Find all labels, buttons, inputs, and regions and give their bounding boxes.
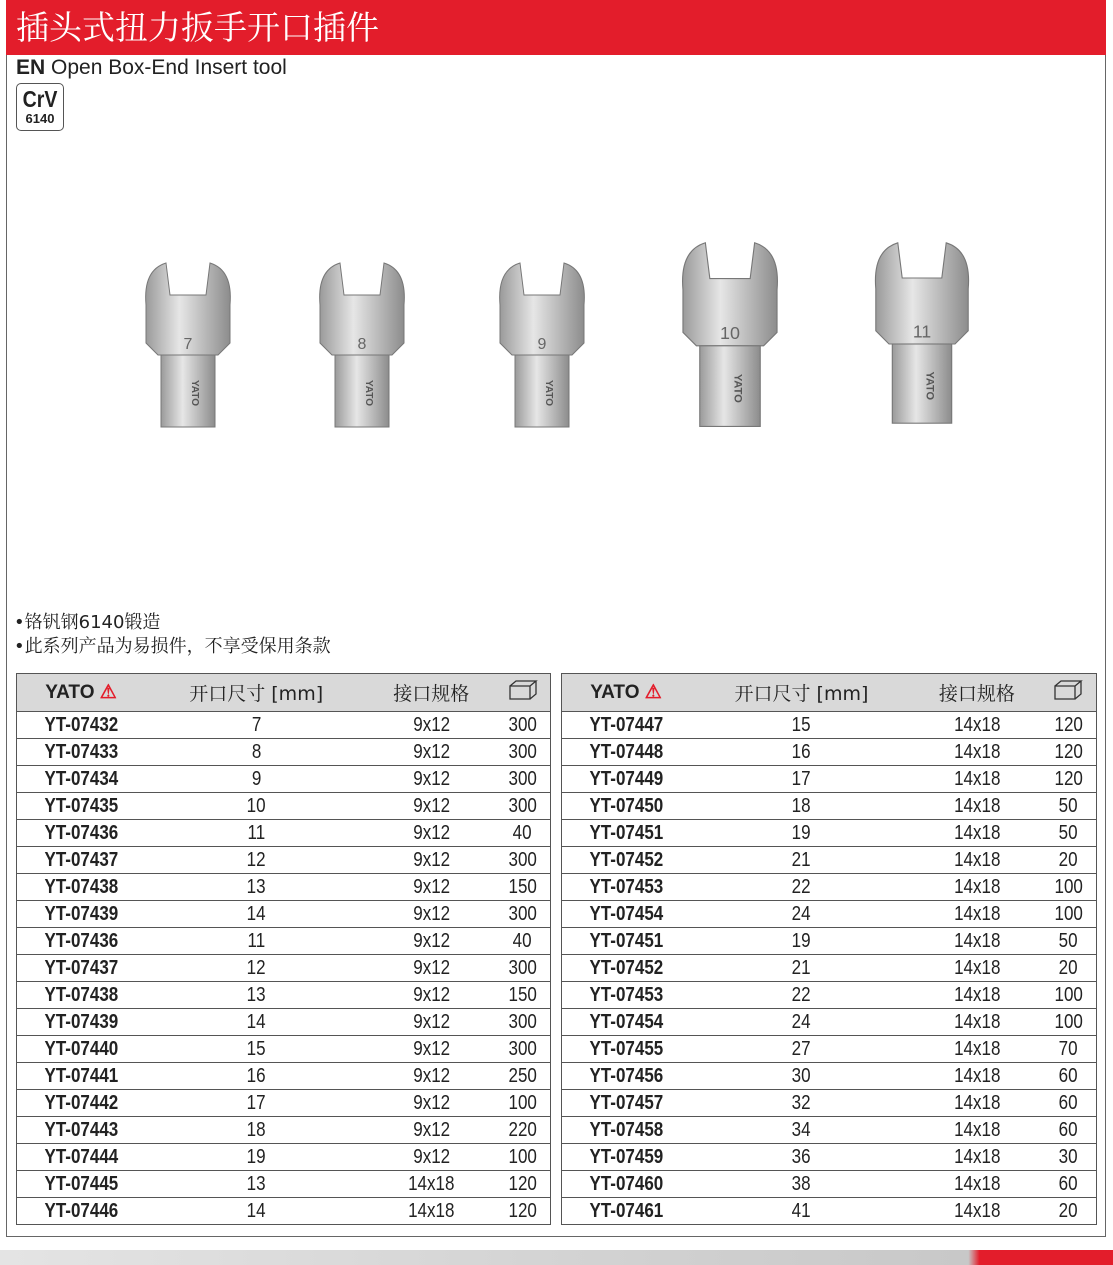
opening-size: 13: [145, 874, 367, 901]
size-header: 开口尺寸 [mm]: [690, 674, 913, 712]
table-row: [562, 1009, 1097, 1036]
tool-size-label: 8: [357, 336, 367, 353]
package-qty: 100: [1041, 1009, 1097, 1036]
product-code: YT-07453: [562, 982, 691, 1009]
product-code: YT-07455: [562, 1036, 691, 1063]
table-row: [562, 928, 1097, 955]
table-row: [562, 820, 1097, 847]
product-code: YT-07452: [562, 847, 691, 874]
package-qty: 60: [1041, 1063, 1097, 1090]
interface-spec: 14x18: [913, 1036, 1041, 1063]
product-code: YT-07460: [562, 1171, 691, 1198]
product-code: YT-07435: [17, 793, 146, 820]
brand-header: YATO ⚠: [17, 674, 146, 712]
yato-logo-icon: ⚠: [644, 682, 662, 703]
opening-size: 11: [145, 820, 367, 847]
table-row: [562, 766, 1097, 793]
tool-size-label: 11: [912, 321, 932, 342]
opening-size: 16: [690, 739, 913, 766]
interface-spec: 14x18: [913, 847, 1041, 874]
interface-spec: 9x12: [367, 1090, 495, 1117]
opening-size: 14: [145, 1198, 367, 1225]
product-code: YT-07451: [562, 928, 691, 955]
table-row: [17, 1144, 551, 1171]
interface-spec: 14x18: [913, 1171, 1041, 1198]
package-qty: 150: [495, 874, 550, 901]
interface-spec: 14x18: [913, 1117, 1041, 1144]
interface-spec: 9x12: [367, 1036, 495, 1063]
product-code: YT-07446: [17, 1198, 146, 1225]
package-qty: 300: [495, 847, 550, 874]
box-icon: [495, 674, 550, 712]
package-qty: 20: [1041, 847, 1097, 874]
wrench-insert: [146, 263, 231, 427]
product-code: YT-07442: [17, 1090, 146, 1117]
lang-code: EN: [16, 56, 46, 79]
product-code: YT-07439: [17, 1009, 146, 1036]
package-qty: 100: [495, 1144, 550, 1171]
opening-size: 16: [145, 1063, 367, 1090]
product-code: YT-07432: [17, 712, 146, 739]
table-row: [562, 712, 1097, 739]
interface-header: 接口规格: [913, 674, 1041, 712]
product-code: YT-07437: [17, 955, 146, 982]
table-row: [17, 1117, 551, 1144]
wrench-insert: [320, 263, 405, 427]
interface-spec: 9x12: [367, 901, 495, 928]
table-row: [562, 1090, 1097, 1117]
package-qty: 150: [495, 982, 550, 1009]
package-qty: 100: [1041, 901, 1097, 928]
opening-size: 21: [690, 955, 913, 982]
table-row: [17, 928, 551, 955]
product-code: YT-07454: [562, 1009, 691, 1036]
table-row: [17, 739, 551, 766]
table-row: [17, 712, 551, 739]
package-qty: 300: [495, 793, 550, 820]
table-row: [562, 847, 1097, 874]
grade-label: 6140: [25, 111, 55, 126]
opening-size: 11: [145, 928, 367, 955]
opening-size: 36: [690, 1144, 913, 1171]
product-code: YT-07456: [562, 1063, 691, 1090]
table-row: [17, 1009, 551, 1036]
table-row: [17, 874, 551, 901]
product-image: [130, 240, 1000, 440]
opening-size: 10: [145, 793, 367, 820]
opening-size: 19: [690, 820, 913, 847]
wrench-insert: [683, 243, 778, 427]
opening-size: 18: [690, 793, 913, 820]
product-code: YT-07439: [17, 901, 146, 928]
product-code: YT-07459: [562, 1144, 691, 1171]
size-header: 开口尺寸 [mm]: [145, 674, 367, 712]
table-row: [562, 874, 1097, 901]
table-row: [562, 982, 1097, 1009]
tool-brand-label: YATO: [189, 380, 200, 406]
interface-spec: 14x18: [913, 1198, 1041, 1225]
interface-spec: 14x18: [913, 1009, 1041, 1036]
interface-spec: 14x18: [913, 1063, 1041, 1090]
opening-size: 12: [145, 955, 367, 982]
interface-spec: 9x12: [367, 928, 495, 955]
box-icon: [1041, 674, 1097, 712]
interface-spec: 9x12: [367, 712, 495, 739]
table-row: [562, 1171, 1097, 1198]
tool-size-label: 10: [720, 323, 740, 344]
product-code: YT-07457: [562, 1090, 691, 1117]
interface-spec: 14x18: [367, 1198, 495, 1225]
opening-size: 13: [145, 982, 367, 1009]
product-code: YT-07447: [562, 712, 691, 739]
interface-spec: 14x18: [913, 1090, 1041, 1117]
note-item: •此系列产品为易损件，不享受保用条款: [14, 636, 331, 657]
opening-size: 19: [690, 928, 913, 955]
table-row: [17, 820, 551, 847]
opening-size: 15: [690, 712, 913, 739]
product-code: YT-07443: [17, 1117, 146, 1144]
footer-banner: [0, 1250, 1113, 1265]
opening-size: 14: [145, 901, 367, 928]
notes: [14, 611, 331, 659]
table-header-row: [17, 674, 551, 712]
opening-size: 7: [145, 712, 367, 739]
opening-size: 34: [690, 1117, 913, 1144]
page-title: 插头式扭力扳手开口插件: [6, 0, 1106, 55]
interface-spec: 14x18: [913, 901, 1041, 928]
interface-spec: 14x18: [913, 1144, 1041, 1171]
package-qty: 30: [1041, 1144, 1097, 1171]
opening-size: 12: [145, 847, 367, 874]
table-row: [562, 901, 1097, 928]
product-code: YT-07448: [562, 739, 691, 766]
interface-spec: 14x18: [367, 1171, 495, 1198]
table-row: [562, 1036, 1097, 1063]
interface-spec: 9x12: [367, 820, 495, 847]
opening-size: 9: [145, 766, 367, 793]
product-code: YT-07450: [562, 793, 691, 820]
package-qty: 70: [1041, 1036, 1097, 1063]
package-qty: 40: [495, 928, 550, 955]
opening-size: 18: [145, 1117, 367, 1144]
interface-spec: 9x12: [367, 766, 495, 793]
brand-header: YATO ⚠: [562, 674, 691, 712]
package-qty: 300: [495, 1009, 550, 1036]
package-qty: 120: [1041, 712, 1097, 739]
package-qty: 60: [1041, 1117, 1097, 1144]
package-qty: 100: [495, 1090, 550, 1117]
interface-spec: 9x12: [367, 1063, 495, 1090]
tool-brand-label: YATO: [543, 380, 554, 406]
material-badge: [16, 83, 64, 131]
table-row: [17, 1090, 551, 1117]
tool-size-label: 9: [537, 336, 547, 353]
product-code: YT-07438: [17, 874, 146, 901]
table-row: [562, 793, 1097, 820]
table-row: [562, 739, 1097, 766]
package-qty: 60: [1041, 1171, 1097, 1198]
tool-brand-label: YATO: [731, 373, 744, 403]
package-qty: 300: [495, 955, 550, 982]
interface-header: 接口规格: [367, 674, 495, 712]
material-label: CrV: [22, 86, 58, 112]
opening-size: 22: [690, 874, 913, 901]
product-code: YT-07440: [17, 1036, 146, 1063]
package-qty: 100: [1041, 874, 1097, 901]
table-row: [17, 766, 551, 793]
package-qty: 300: [495, 766, 550, 793]
package-qty: 300: [495, 901, 550, 928]
opening-size: 15: [145, 1036, 367, 1063]
product-code: YT-07452: [562, 955, 691, 982]
package-qty: 50: [1041, 820, 1097, 847]
table-row: [17, 955, 551, 982]
table-row: [562, 1198, 1097, 1225]
english-subtitle: [16, 56, 287, 80]
table-row: [17, 1198, 551, 1225]
product-code: YT-07434: [17, 766, 146, 793]
product-code: YT-07454: [562, 901, 691, 928]
interface-spec: 9x12: [367, 1117, 495, 1144]
opening-size: 27: [690, 1036, 913, 1063]
package-qty: 20: [1041, 955, 1097, 982]
interface-spec: 9x12: [367, 874, 495, 901]
opening-size: 22: [690, 982, 913, 1009]
interface-spec: 9x12: [367, 982, 495, 1009]
interface-spec: 9x12: [367, 955, 495, 982]
product-code: YT-07444: [17, 1144, 146, 1171]
product-code: YT-07458: [562, 1117, 691, 1144]
table-row: [562, 1063, 1097, 1090]
table-row: [17, 793, 551, 820]
package-qty: 50: [1041, 928, 1097, 955]
product-code: YT-07436: [17, 928, 146, 955]
package-qty: 300: [495, 739, 550, 766]
tool-brand-label: YATO: [923, 371, 936, 401]
interface-spec: 9x12: [367, 793, 495, 820]
interface-spec: 14x18: [913, 793, 1041, 820]
package-qty: 120: [495, 1171, 550, 1198]
table-row: [17, 1171, 551, 1198]
product-code: YT-07436: [17, 820, 146, 847]
table-row: [17, 901, 551, 928]
opening-size: 30: [690, 1063, 913, 1090]
spec-table-right: [561, 673, 1097, 1225]
product-code: YT-07437: [17, 847, 146, 874]
note-item: •铬钒钢6140锻造: [14, 612, 161, 633]
package-qty: 60: [1041, 1090, 1097, 1117]
opening-size: 19: [145, 1144, 367, 1171]
opening-size: 8: [145, 739, 367, 766]
opening-size: 14: [145, 1009, 367, 1036]
interface-spec: 14x18: [913, 982, 1041, 1009]
table-row: [562, 1144, 1097, 1171]
product-code: YT-07438: [17, 982, 146, 1009]
opening-size: 24: [690, 1009, 913, 1036]
interface-spec: 14x18: [913, 928, 1041, 955]
product-code: YT-07445: [17, 1171, 146, 1198]
interface-spec: 14x18: [913, 712, 1041, 739]
package-qty: 120: [495, 1198, 550, 1225]
product-code: YT-07433: [17, 739, 146, 766]
opening-size: 21: [690, 847, 913, 874]
opening-size: 17: [690, 766, 913, 793]
interface-spec: 14x18: [913, 874, 1041, 901]
table-row: [562, 955, 1097, 982]
package-qty: 20: [1041, 1198, 1097, 1225]
interface-spec: 14x18: [913, 820, 1041, 847]
table-header-row: [562, 674, 1097, 712]
opening-size: 32: [690, 1090, 913, 1117]
table-row: [17, 1036, 551, 1063]
package-qty: 300: [495, 712, 550, 739]
opening-size: 24: [690, 901, 913, 928]
opening-size: 13: [145, 1171, 367, 1198]
product-code: YT-07461: [562, 1198, 691, 1225]
interface-spec: 14x18: [913, 955, 1041, 982]
package-qty: 40: [495, 820, 550, 847]
table-row: [17, 1063, 551, 1090]
interface-spec: 9x12: [367, 739, 495, 766]
opening-size: 38: [690, 1171, 913, 1198]
interface-spec: 14x18: [913, 766, 1041, 793]
yato-logo-icon: ⚠: [99, 682, 117, 703]
tool-brand-label: YATO: [363, 380, 374, 406]
package-qty: 50: [1041, 793, 1097, 820]
spec-table-left: [16, 673, 551, 1225]
opening-size: 41: [690, 1198, 913, 1225]
interface-spec: 9x12: [367, 847, 495, 874]
tool-size-label: 7: [183, 336, 193, 353]
product-code: YT-07453: [562, 874, 691, 901]
product-code: YT-07441: [17, 1063, 146, 1090]
package-qty: 120: [1041, 766, 1097, 793]
wrench-insert: [875, 243, 968, 423]
subtitle-text: Open Box-End Insert tool: [51, 56, 287, 79]
interface-spec: 9x12: [367, 1009, 495, 1036]
wrench-insert: [500, 263, 585, 427]
opening-size: 17: [145, 1090, 367, 1117]
table-row: [17, 847, 551, 874]
package-qty: 220: [495, 1117, 550, 1144]
package-qty: 100: [1041, 982, 1097, 1009]
package-qty: 120: [1041, 739, 1097, 766]
package-qty: 250: [495, 1063, 550, 1090]
product-code: YT-07451: [562, 820, 691, 847]
package-qty: 300: [495, 1036, 550, 1063]
table-row: [562, 1117, 1097, 1144]
product-code: YT-07449: [562, 766, 691, 793]
table-row: [17, 982, 551, 1009]
interface-spec: 9x12: [367, 1144, 495, 1171]
interface-spec: 14x18: [913, 739, 1041, 766]
